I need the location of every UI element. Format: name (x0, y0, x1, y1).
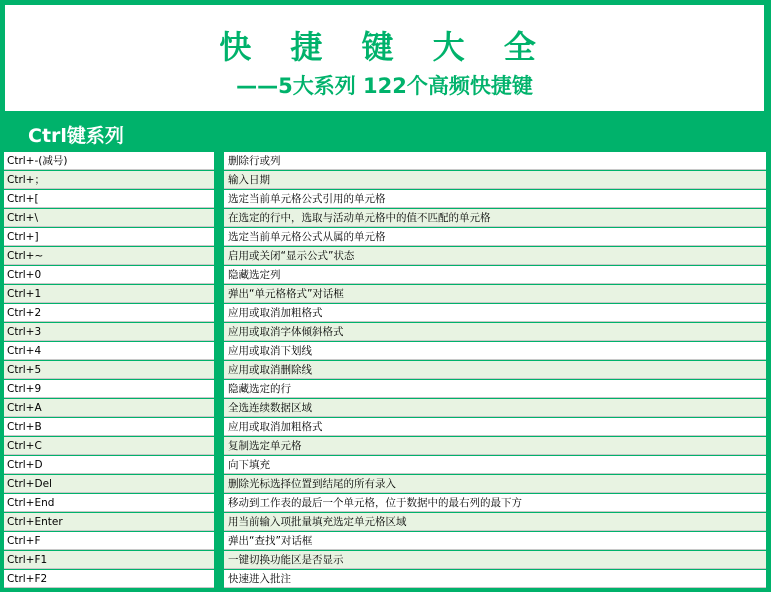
shortcut-description-cell[interactable]: 应用或取消加粗格式 (224, 304, 766, 322)
table-row[interactable] (4, 190, 766, 209)
shortcut-description-cell[interactable]: 弹出“单元格格式”对话框 (224, 285, 766, 303)
shortcut-description-cell[interactable]: 选定当前单元格公式引用的单元格 (224, 190, 766, 208)
shortcut-key-cell[interactable]: Ctrl+A (4, 399, 214, 417)
shortcut-description-cell[interactable]: 选定当前单元格公式从属的单元格 (224, 228, 766, 246)
shortcut-key-cell[interactable]: Ctrl+F2 (4, 570, 214, 588)
shortcut-key-cell[interactable]: Ctrl+~ (4, 247, 214, 265)
table-row[interactable] (4, 342, 766, 361)
table-row[interactable] (4, 399, 766, 418)
table-row[interactable] (4, 209, 766, 228)
table-row[interactable] (4, 475, 766, 494)
table-row[interactable] (4, 570, 766, 589)
shortcut-key-cell[interactable]: Ctrl+0 (4, 266, 214, 284)
table-row[interactable] (4, 494, 766, 513)
shortcut-description-cell[interactable]: 向下填充 (224, 456, 766, 474)
table-row[interactable] (4, 285, 766, 304)
shortcut-key-cell[interactable]: Ctrl+C (4, 437, 214, 455)
shortcut-key-cell[interactable]: Ctrl+D (4, 456, 214, 474)
shortcut-description-cell[interactable]: 删除光标选择位置到结尾的所有录入 (224, 475, 766, 493)
table-row[interactable] (4, 266, 766, 285)
shortcut-description-cell[interactable]: 全选连续数据区域 (224, 399, 766, 417)
table-row[interactable] (4, 551, 766, 570)
shortcut-description-cell[interactable]: 隐藏选定的行 (224, 380, 766, 398)
shortcut-description-cell[interactable]: 复制选定单元格 (224, 437, 766, 455)
shortcut-key-cell[interactable]: Ctrl+B (4, 418, 214, 436)
shortcut-key-cell[interactable]: Ctrl+5 (4, 361, 214, 379)
shortcut-description-cell[interactable]: 删除行或列 (224, 152, 766, 170)
shortcut-description-cell[interactable]: 启用或关闭“显示公式”状态 (224, 247, 766, 265)
table-row[interactable] (4, 380, 766, 399)
shortcut-description-cell[interactable]: 在选定的行中，选取与活动单元格中的值不匹配的单元格 (224, 209, 766, 227)
table-row[interactable] (4, 456, 766, 475)
shortcut-description-cell[interactable]: 一键切换功能区是否显示 (224, 551, 766, 569)
shortcut-key-cell[interactable]: Ctrl+1 (4, 285, 214, 303)
table-row[interactable] (4, 171, 766, 190)
shortcut-description-cell[interactable]: 隐藏选定列 (224, 266, 766, 284)
shortcut-key-cell[interactable]: Ctrl+Del (4, 475, 214, 493)
shortcut-description-cell[interactable]: 应用或取消加粗格式 (224, 418, 766, 436)
shortcut-key-cell[interactable]: Ctrl+\ (4, 209, 214, 227)
shortcut-description-cell[interactable]: 输入日期 (224, 171, 766, 189)
table-row[interactable] (4, 437, 766, 456)
shortcut-description-cell[interactable]: 弹出“查找”对话框 (224, 532, 766, 550)
shortcut-description-cell[interactable]: 移动到工作表的最后一个单元格，位于数据中的最右列的最下方 (224, 494, 766, 512)
table-row[interactable] (4, 513, 766, 532)
shortcut-table (4, 152, 766, 589)
shortcut-key-cell[interactable]: Ctrl+[ (4, 190, 214, 208)
table-row[interactable] (4, 418, 766, 437)
table-row[interactable] (4, 304, 766, 323)
shortcut-key-cell[interactable]: Ctrl+4 (4, 342, 214, 360)
shortcut-key-cell[interactable]: Ctrl+] (4, 228, 214, 246)
shortcut-key-cell[interactable]: Ctrl+Enter (4, 513, 214, 531)
shortcut-key-cell[interactable]: Ctrl+； (4, 171, 214, 189)
shortcut-key-cell[interactable]: Ctrl+End (4, 494, 214, 512)
shortcut-key-cell[interactable]: Ctrl+9 (4, 380, 214, 398)
shortcut-description-cell[interactable]: 应用或取消下划线 (224, 342, 766, 360)
table-row[interactable] (4, 323, 766, 342)
section-title: Ctrl键系列 (28, 125, 124, 147)
shortcut-key-cell[interactable]: Ctrl+F (4, 532, 214, 550)
shortcut-key-cell[interactable]: Ctrl+2 (4, 304, 214, 322)
table-row[interactable] (4, 247, 766, 266)
shortcut-key-cell[interactable]: Ctrl+3 (4, 323, 214, 341)
table-row[interactable] (4, 228, 766, 247)
page-title: 快 捷 键 大 全 (219, 28, 550, 66)
table-row[interactable] (4, 361, 766, 380)
table-row[interactable] (4, 532, 766, 551)
table-row[interactable] (4, 152, 766, 171)
shortcut-key-cell[interactable]: Ctrl+-(减号) (4, 152, 214, 170)
shortcut-description-cell[interactable]: 应用或取消删除线 (224, 361, 766, 379)
header-banner (5, 5, 764, 111)
shortcut-key-cell[interactable]: Ctrl+F1 (4, 551, 214, 569)
shortcut-description-cell[interactable]: 应用或取消字体倾斜格式 (224, 323, 766, 341)
shortcut-description-cell[interactable]: 用当前输入项批量填充选定单元格区域 (224, 513, 766, 531)
page-subtitle: ——5大系列 122个高频快捷键 (236, 74, 533, 98)
shortcut-description-cell[interactable]: 快速进入批注 (224, 570, 766, 588)
